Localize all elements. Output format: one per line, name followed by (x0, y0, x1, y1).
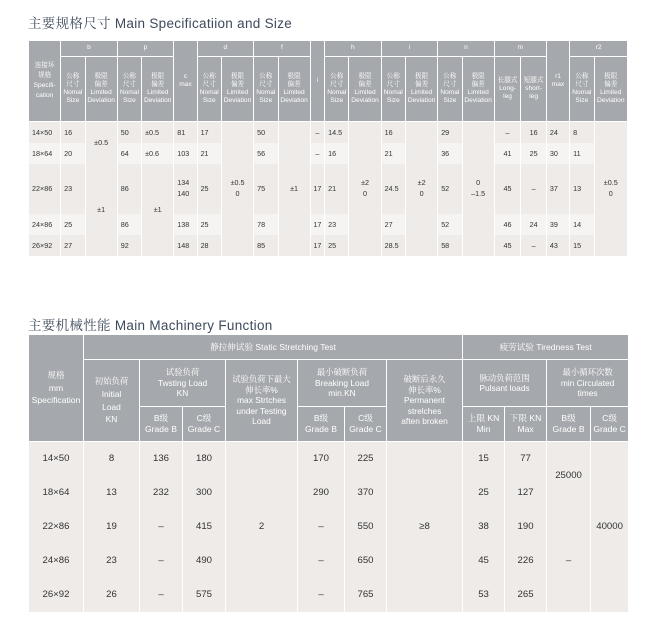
b-dev-cell: ±0.5 (85, 122, 117, 164)
n-cell: 36 (438, 143, 462, 164)
f-cell: 85 (254, 235, 278, 256)
initial-load-cell: 8 (84, 442, 140, 476)
i-cell: – (310, 122, 324, 143)
p-dev-cell: ±0.5 (142, 122, 174, 143)
permanent-stretch-cell: ≥8 (387, 442, 463, 612)
grade-c-header: C级 Grade C (183, 407, 226, 442)
group-i-header: i (310, 41, 324, 122)
testing-c-cell: 300 (183, 476, 226, 510)
f-cell: 75 (254, 164, 278, 214)
deviation-header: 极限 偏差 Limited Deviation (462, 57, 494, 122)
d-cell: 25 (197, 164, 221, 214)
d-dev-cell: ±0.5 0 (221, 122, 253, 256)
breaking-b-cell: – (298, 578, 345, 612)
d-cell: 25 (197, 214, 221, 235)
permanent-stretch-header: 破断后永久 伸长率% Permanent strelches aften broken (387, 360, 463, 442)
mech-spec-header: 规格 mm Specification (29, 335, 84, 442)
cycles-b-cell: 25000 (547, 442, 591, 510)
cycles-b-cell: – (547, 510, 591, 612)
pulsant-load-header: 脉动负荷范围 Pulsant loads (463, 360, 547, 407)
testing-c-cell: 490 (183, 544, 226, 578)
mech-table (28, 334, 629, 612)
testing-c-cell: 575 (183, 578, 226, 612)
group-p-header: p (117, 41, 174, 57)
grade-b-header: B级 Grade B (140, 407, 183, 442)
m-short-cell: 24 (521, 214, 547, 235)
h-dev-cell: ±2 0 (349, 122, 381, 256)
i-cell: 17 (310, 164, 324, 214)
upper-load-cell: 38 (463, 510, 505, 544)
m-short-cell: – (521, 164, 547, 214)
testing-b-cell: – (140, 544, 183, 578)
group-r2-header: r2 (570, 41, 628, 57)
spec-cell: 14×50 (29, 122, 61, 143)
nominal-size-header: 公称 尺寸 Nomal Size (438, 57, 462, 122)
testing-load-header: 试验负荷 Twsting Load KN (140, 360, 226, 407)
d-cell: 28 (197, 235, 221, 256)
spec-col-header: 连接环 规格 Specifi- cation (29, 41, 61, 122)
upper-load-cell: 45 (463, 544, 505, 578)
n-dev-cell: 0 –1.5 (462, 122, 494, 256)
spec-table (28, 40, 628, 256)
nominal-size-header: 公称 尺寸 Nomal Size (197, 57, 221, 122)
i2-cell: 28.5 (381, 235, 405, 256)
breaking-c-cell: 765 (345, 578, 387, 612)
h-cell: 25 (325, 235, 349, 256)
r1-cell: 39 (546, 214, 569, 235)
group-n-header: n (438, 41, 495, 57)
h-cell: 23 (325, 214, 349, 235)
group-h-header: h (325, 41, 382, 57)
initial-load-cell: 26 (84, 578, 140, 612)
b-cell: 23 (61, 164, 85, 214)
m-long-cell: 41 (494, 143, 521, 164)
breaking-c-cell: 650 (345, 544, 387, 578)
mech-row (29, 510, 629, 544)
group-d-header: d (197, 41, 254, 57)
deviation-header: 极限 偏差 Limited Deviation (142, 57, 174, 122)
testing-b-cell: 232 (140, 476, 183, 510)
n-cell: 52 (438, 164, 462, 214)
f-dev-cell: ±1 (278, 122, 310, 256)
n-cell: 29 (438, 122, 462, 143)
nominal-size-header: 公称 尺寸 Nomal Size (254, 57, 278, 122)
deviation-header: 极限 偏差 Limited Deviation (85, 57, 117, 122)
f-cell: 78 (254, 214, 278, 235)
spec-row (29, 164, 628, 214)
deviation-header: 极限 偏差 Limited Deviation (594, 57, 627, 122)
spec-row (29, 143, 628, 164)
c-cell: 103 (174, 143, 197, 164)
lower-load-cell: 77 (505, 442, 547, 476)
spec-row (29, 122, 628, 143)
lower-load-cell: 190 (505, 510, 547, 544)
mech-spec-cell: 26×92 (29, 578, 84, 612)
testing-b-cell: – (140, 578, 183, 612)
p-dev-cell: ±1 (142, 164, 174, 256)
mech-section-title: 主要机械性能 Main Machinery Function (28, 318, 273, 333)
p-dev-cell: ±0.6 (142, 143, 174, 164)
i-cell: – (310, 143, 324, 164)
b-cell: 25 (61, 214, 85, 235)
h-cell: 16 (325, 143, 349, 164)
i2-cell: 16 (381, 122, 405, 143)
m-short-cell: – (521, 235, 547, 256)
b-cell: 27 (61, 235, 85, 256)
spec-cell: 26×92 (29, 235, 61, 256)
mech-row (29, 578, 629, 612)
i-cell: 17 (310, 235, 324, 256)
mech-spec-cell: 24×86 (29, 544, 84, 578)
f-cell: 56 (254, 143, 278, 164)
upper-load-header: 上限 KN Min (463, 407, 505, 442)
p-cell: 86 (117, 164, 141, 214)
testing-b-cell: – (140, 510, 183, 544)
r1-cell: 30 (546, 143, 569, 164)
grade-c-header: C级 Grade C (591, 407, 629, 442)
c-cell: 148 (174, 235, 197, 256)
breaking-b-cell: 290 (298, 476, 345, 510)
short-leg-header: 短腿式 short- leg (521, 57, 547, 122)
max-stretch-cell: 2 (226, 442, 298, 612)
i-cell: 17 (310, 214, 324, 235)
nominal-size-header: 公称 尺寸 Nomal Size (325, 57, 349, 122)
spec-cell: 24×86 (29, 214, 61, 235)
group-r1-header: r1 max (546, 41, 569, 122)
group-i2-header: i (381, 41, 438, 57)
breaking-c-cell: 225 (345, 442, 387, 476)
grade-b-header: B级 Grade B (547, 407, 591, 442)
nominal-size-header: 公称 尺寸 Nomal Size (381, 57, 405, 122)
cycles-c-cell: 40000 (591, 442, 629, 612)
testing-c-cell: 415 (183, 510, 226, 544)
c-cell: 138 (174, 214, 197, 235)
d-cell: 17 (197, 122, 221, 143)
mech-spec-cell: 22×86 (29, 510, 84, 544)
h-cell: 14.5 (325, 122, 349, 143)
deviation-header: 极限 偏差 Limited Deviation (406, 57, 438, 122)
mech-row (29, 442, 629, 476)
p-cell: 92 (117, 235, 141, 256)
r1-cell: 37 (546, 164, 569, 214)
f-cell: 50 (254, 122, 278, 143)
nominal-size-header: 公称 尺寸 Nomal Size (570, 57, 594, 122)
b-cell: 20 (61, 143, 85, 164)
testing-c-cell: 180 (183, 442, 226, 476)
r1-cell: 43 (546, 235, 569, 256)
initial-load-cell: 23 (84, 544, 140, 578)
breaking-b-cell: – (298, 510, 345, 544)
p-cell: 64 (117, 143, 141, 164)
cycles-header: 最小循环次数 min Circulated times (547, 360, 629, 407)
breaking-load-header: 最小破断负荷 Breaking Load min.KN (298, 360, 387, 407)
m-long-cell: 46 (494, 214, 521, 235)
upper-load-cell: 25 (463, 476, 505, 510)
r2-cell: 11 (570, 143, 594, 164)
m-short-cell: 25 (521, 143, 547, 164)
group-b-header: b (61, 41, 118, 57)
n-cell: 52 (438, 214, 462, 235)
grade-c-header: C级 Grade C (345, 407, 387, 442)
breaking-c-cell: 370 (345, 476, 387, 510)
spec-row (29, 235, 628, 256)
group-c-header: c max (174, 41, 197, 122)
group-m-header: m (494, 41, 546, 57)
m-short-cell: 16 (521, 122, 547, 143)
deviation-header: 极限 偏差 Limited Deviation (349, 57, 381, 122)
mech-row (29, 476, 629, 510)
i2-cell: 27 (381, 214, 405, 235)
r2-cell: 14 (570, 214, 594, 235)
r1-cell: 24 (546, 122, 569, 143)
p-cell: 50 (117, 122, 141, 143)
spec-section-title: 主要规格尺寸 Main Specificatiion and Size (28, 16, 293, 31)
upper-load-cell: 15 (463, 442, 505, 476)
breaking-b-cell: 170 (298, 442, 345, 476)
grade-b-header: B级 Grade B (298, 407, 345, 442)
spec-cell: 22×86 (29, 164, 61, 214)
lower-load-cell: 226 (505, 544, 547, 578)
b-dev-cell: ±1 (85, 164, 117, 256)
lower-load-cell: 127 (505, 476, 547, 510)
fatigue-test-header: 疲劳试验 Tiredness Test (463, 335, 629, 360)
m-long-cell: 45 (494, 235, 521, 256)
r2-cell: 15 (570, 235, 594, 256)
breaking-b-cell: – (298, 544, 345, 578)
h-cell: 21 (325, 164, 349, 214)
n-cell: 58 (438, 235, 462, 256)
lower-load-header: 下限 KN Max (505, 407, 547, 442)
m-long-cell: 45 (494, 164, 521, 214)
initial-load-header: 初始负荷 Initial Load KN (84, 360, 140, 442)
spec-cell: 18×64 (29, 143, 61, 164)
i2-cell: 21 (381, 143, 405, 164)
nominal-size-header: 公称 尺寸 Nomal Size (61, 57, 85, 122)
m-long-cell: – (494, 122, 521, 143)
max-stretch-header: 试验负荷下最大 伸长率% max Strtches under Testing Load (226, 360, 298, 442)
breaking-c-cell: 550 (345, 510, 387, 544)
upper-load-cell: 53 (463, 578, 505, 612)
spec-row (29, 214, 628, 235)
nominal-size-header: 公称 尺寸 Nomal Size (117, 57, 141, 122)
static-test-header: 静拉伸试验 Static Stretching Test (84, 335, 463, 360)
initial-load-cell: 13 (84, 476, 140, 510)
c-cell: 134 140 (174, 164, 197, 214)
mech-spec-cell: 14×50 (29, 442, 84, 476)
mech-spec-cell: 18×64 (29, 476, 84, 510)
deviation-header: 极限 偏差 Limited Deviation (221, 57, 253, 122)
i2-dev-cell: ±2 0 (406, 122, 438, 256)
initial-load-cell: 19 (84, 510, 140, 544)
long-leg-header: 长腿式 Long- leg (494, 57, 521, 122)
i2-cell: 24.5 (381, 164, 405, 214)
lower-load-cell: 265 (505, 578, 547, 612)
r2-cell: 8 (570, 122, 594, 143)
r2-dev-cell: ±0.5 0 (594, 122, 627, 256)
deviation-header: 极限 偏差 Limited Deviation (278, 57, 310, 122)
group-f-header: f (254, 41, 311, 57)
b-cell: 16 (61, 122, 85, 143)
r2-cell: 13 (570, 164, 594, 214)
c-cell: 81 (174, 122, 197, 143)
d-cell: 21 (197, 143, 221, 164)
p-cell: 86 (117, 214, 141, 235)
mech-row (29, 544, 629, 578)
testing-b-cell: 136 (140, 442, 183, 476)
